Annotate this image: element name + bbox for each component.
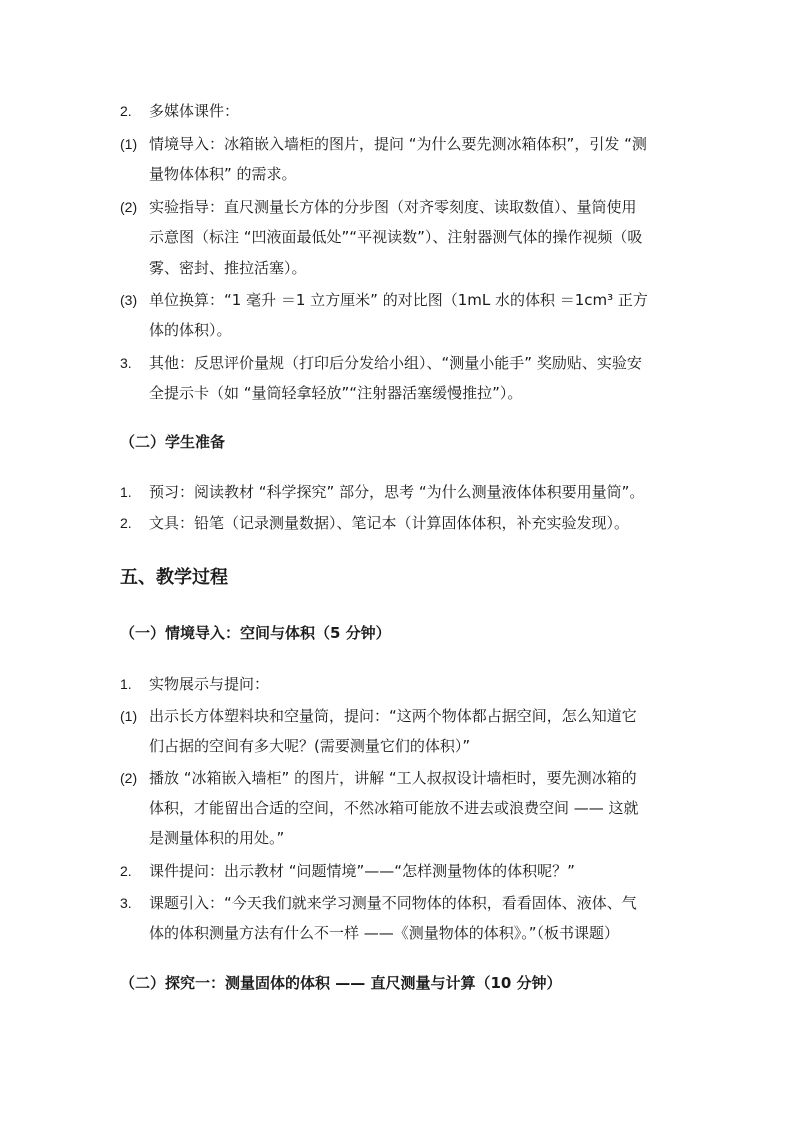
- sub-list-number: (1): [120, 708, 138, 724]
- paragraph-line: 文具：铅笔（记录测量数据）、笔记本（计算固体体积，补充实验发现）。: [149, 514, 630, 532]
- paragraph-line: 体积，才能留出合适的空间，不然冰箱可能放不进去或浪费空间 —— 这就: [149, 799, 639, 817]
- sub-list-number: (2): [120, 770, 138, 786]
- sub-list-number: (3): [120, 292, 138, 308]
- list-number: 2.: [120, 863, 132, 879]
- paragraph-line: 课题引入：“今天我们就来学习测量不同物体的体积，看看固体、液体、气: [149, 894, 637, 912]
- paragraph-line: 们占据的空间有多大呢？(需要测量它们的体积）”: [149, 737, 471, 755]
- paragraph-line: 体的体积）。: [149, 321, 232, 339]
- paragraph-line: 雾、密封、推拉活塞）。: [149, 259, 307, 277]
- list-item-title: 多媒体课件：: [149, 102, 240, 120]
- sub-list-number: (1): [120, 136, 138, 152]
- paragraph-line: 其他：反思评价量规（打印后分发给小组）、“测量小能手” 奖励贴、实验安: [149, 354, 642, 372]
- paragraph-line: 实物展示与提问：: [149, 675, 270, 693]
- section-heading: （二）学生准备: [120, 433, 226, 451]
- list-number: 3.: [120, 355, 132, 371]
- section-heading: （一）情境导入：空间与体积（5 分钟）: [120, 624, 391, 642]
- list-number: 1.: [120, 484, 132, 500]
- paragraph-line: 单位换算：“1 毫升 ＝1 立方厘米” 的对比图（1mL 水的体积 ＝1cm³ 正方: [149, 291, 648, 309]
- chapter-heading: 五、教学过程: [120, 567, 228, 588]
- paragraph-line: 课件提问：出示教材 “问题情境”——“怎样测量物体的体积呢？”: [149, 862, 575, 880]
- list-number: 2.: [120, 103, 132, 119]
- paragraph-line: 情境导入：冰箱嵌入墙柜的图片，提问 “为什么要先测冰箱体积”，引发 “测: [149, 135, 647, 153]
- list-number: 3.: [120, 895, 132, 911]
- paragraph-line: 是测量体积的用处。”: [149, 829, 285, 847]
- paragraph-line: 示意图（标注 “凹液面最低处”“平视读数”）、注射器测气体的操作视频（吸: [149, 228, 643, 246]
- sub-list-number: (2): [120, 199, 138, 215]
- list-number: 1.: [120, 676, 132, 692]
- section-heading: （二）探究一：测量固体的体积 —— 直尺测量与计算（10 分钟）: [120, 974, 562, 992]
- paragraph-line: 播放 “冰箱嵌入墙柜” 的图片，讲解 “工人叔叔设计墙柜时，要先测冰箱的: [149, 769, 637, 787]
- paragraph-line: 量物体体积” 的需求。: [149, 165, 297, 183]
- list-number: 2.: [120, 515, 132, 531]
- paragraph-line: 预习：阅读教材 “科学探究” 部分，思考 “为什么测量液体体积要用量筒”。: [149, 483, 645, 501]
- paragraph-line: 实验指导：直尺测量长方体的分步图（对齐零刻度、读取数值）、量筒使用: [149, 198, 637, 216]
- paragraph-line: 全提示卡（如 “量筒轻拿轻放”“注射器活塞缓慢推拉”）。: [149, 384, 523, 402]
- paragraph-line: 体的体积测量方法有什么不一样 ——《测量物体的体积》。”（板书课题）: [149, 924, 620, 942]
- paragraph-line: 出示长方体塑料块和空量筒，提问：“这两个物体都占据空间，怎么知道它: [149, 707, 637, 725]
